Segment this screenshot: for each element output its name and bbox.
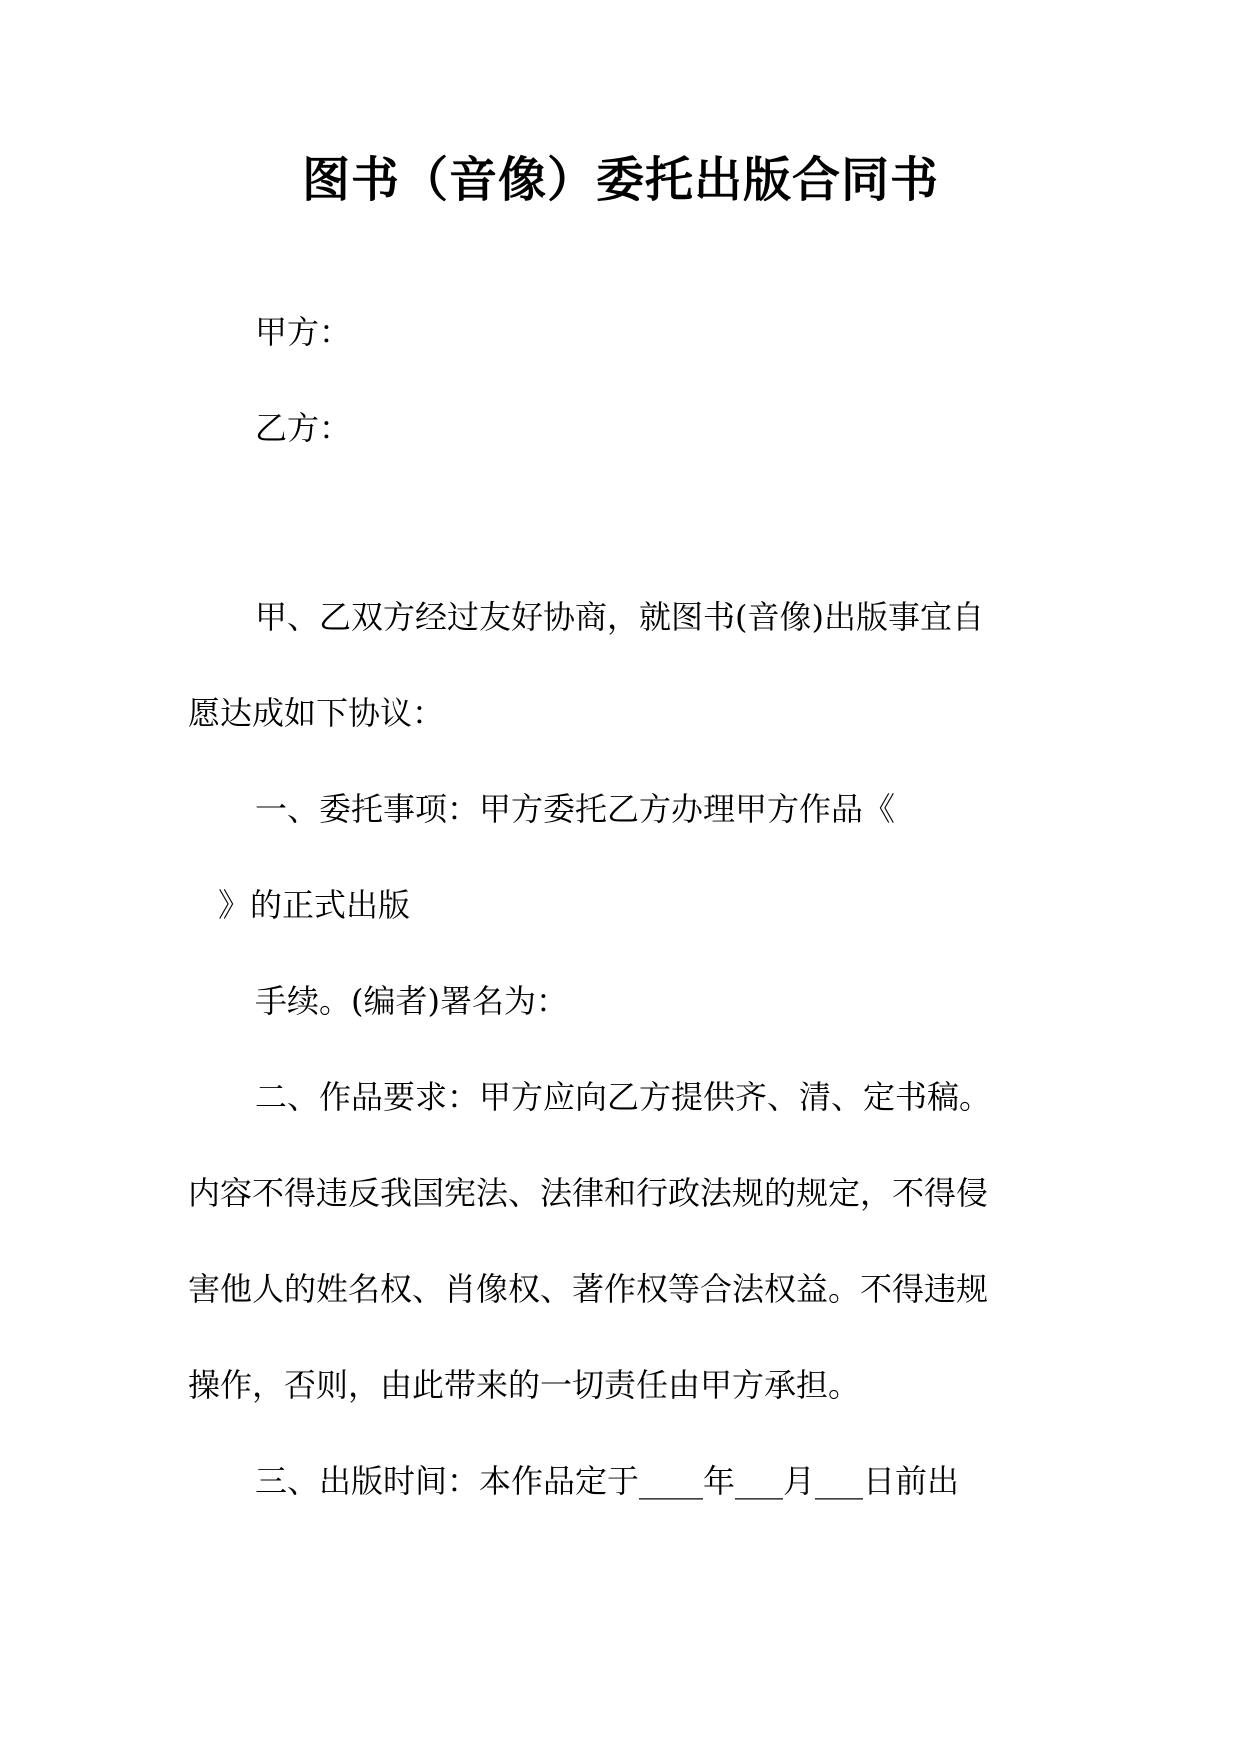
party-a-label: 甲方： [255,313,352,351]
clause-2-line: 操作，否则，由此带来的一切责任由甲方承担。 [188,1366,861,1404]
paragraph-line: 愿达成如下协议： [188,694,445,732]
clause-3-line: 三、出版时间：本作品定于____年___月___日前出 [255,1462,960,1500]
clause-1-line: 手续。(编者)署名为： [255,982,568,1020]
paragraph-line: 甲、乙双方经过友好协商，就图书(音像)出版事宜自 [255,598,984,636]
document-title: 图书（音像）委托出版合同书 [301,152,939,208]
clause-1-line: 一、委托事项：甲方委托乙方办理甲方作品《 [255,790,896,828]
clause-2-line: 二、作品要求：甲方应向乙方提供齐、清、定书稿。 [255,1078,992,1116]
clause-2-line: 内容不得违反我国宪法、法律和行政法规的规定，不得侵 [188,1174,989,1212]
party-b-label: 乙方： [255,409,352,447]
clause-2-line: 害他人的姓名权、肖像权、著作权等合法权益。不得违规 [188,1270,989,1308]
clause-1-line: 》的正式出版 [218,886,411,924]
